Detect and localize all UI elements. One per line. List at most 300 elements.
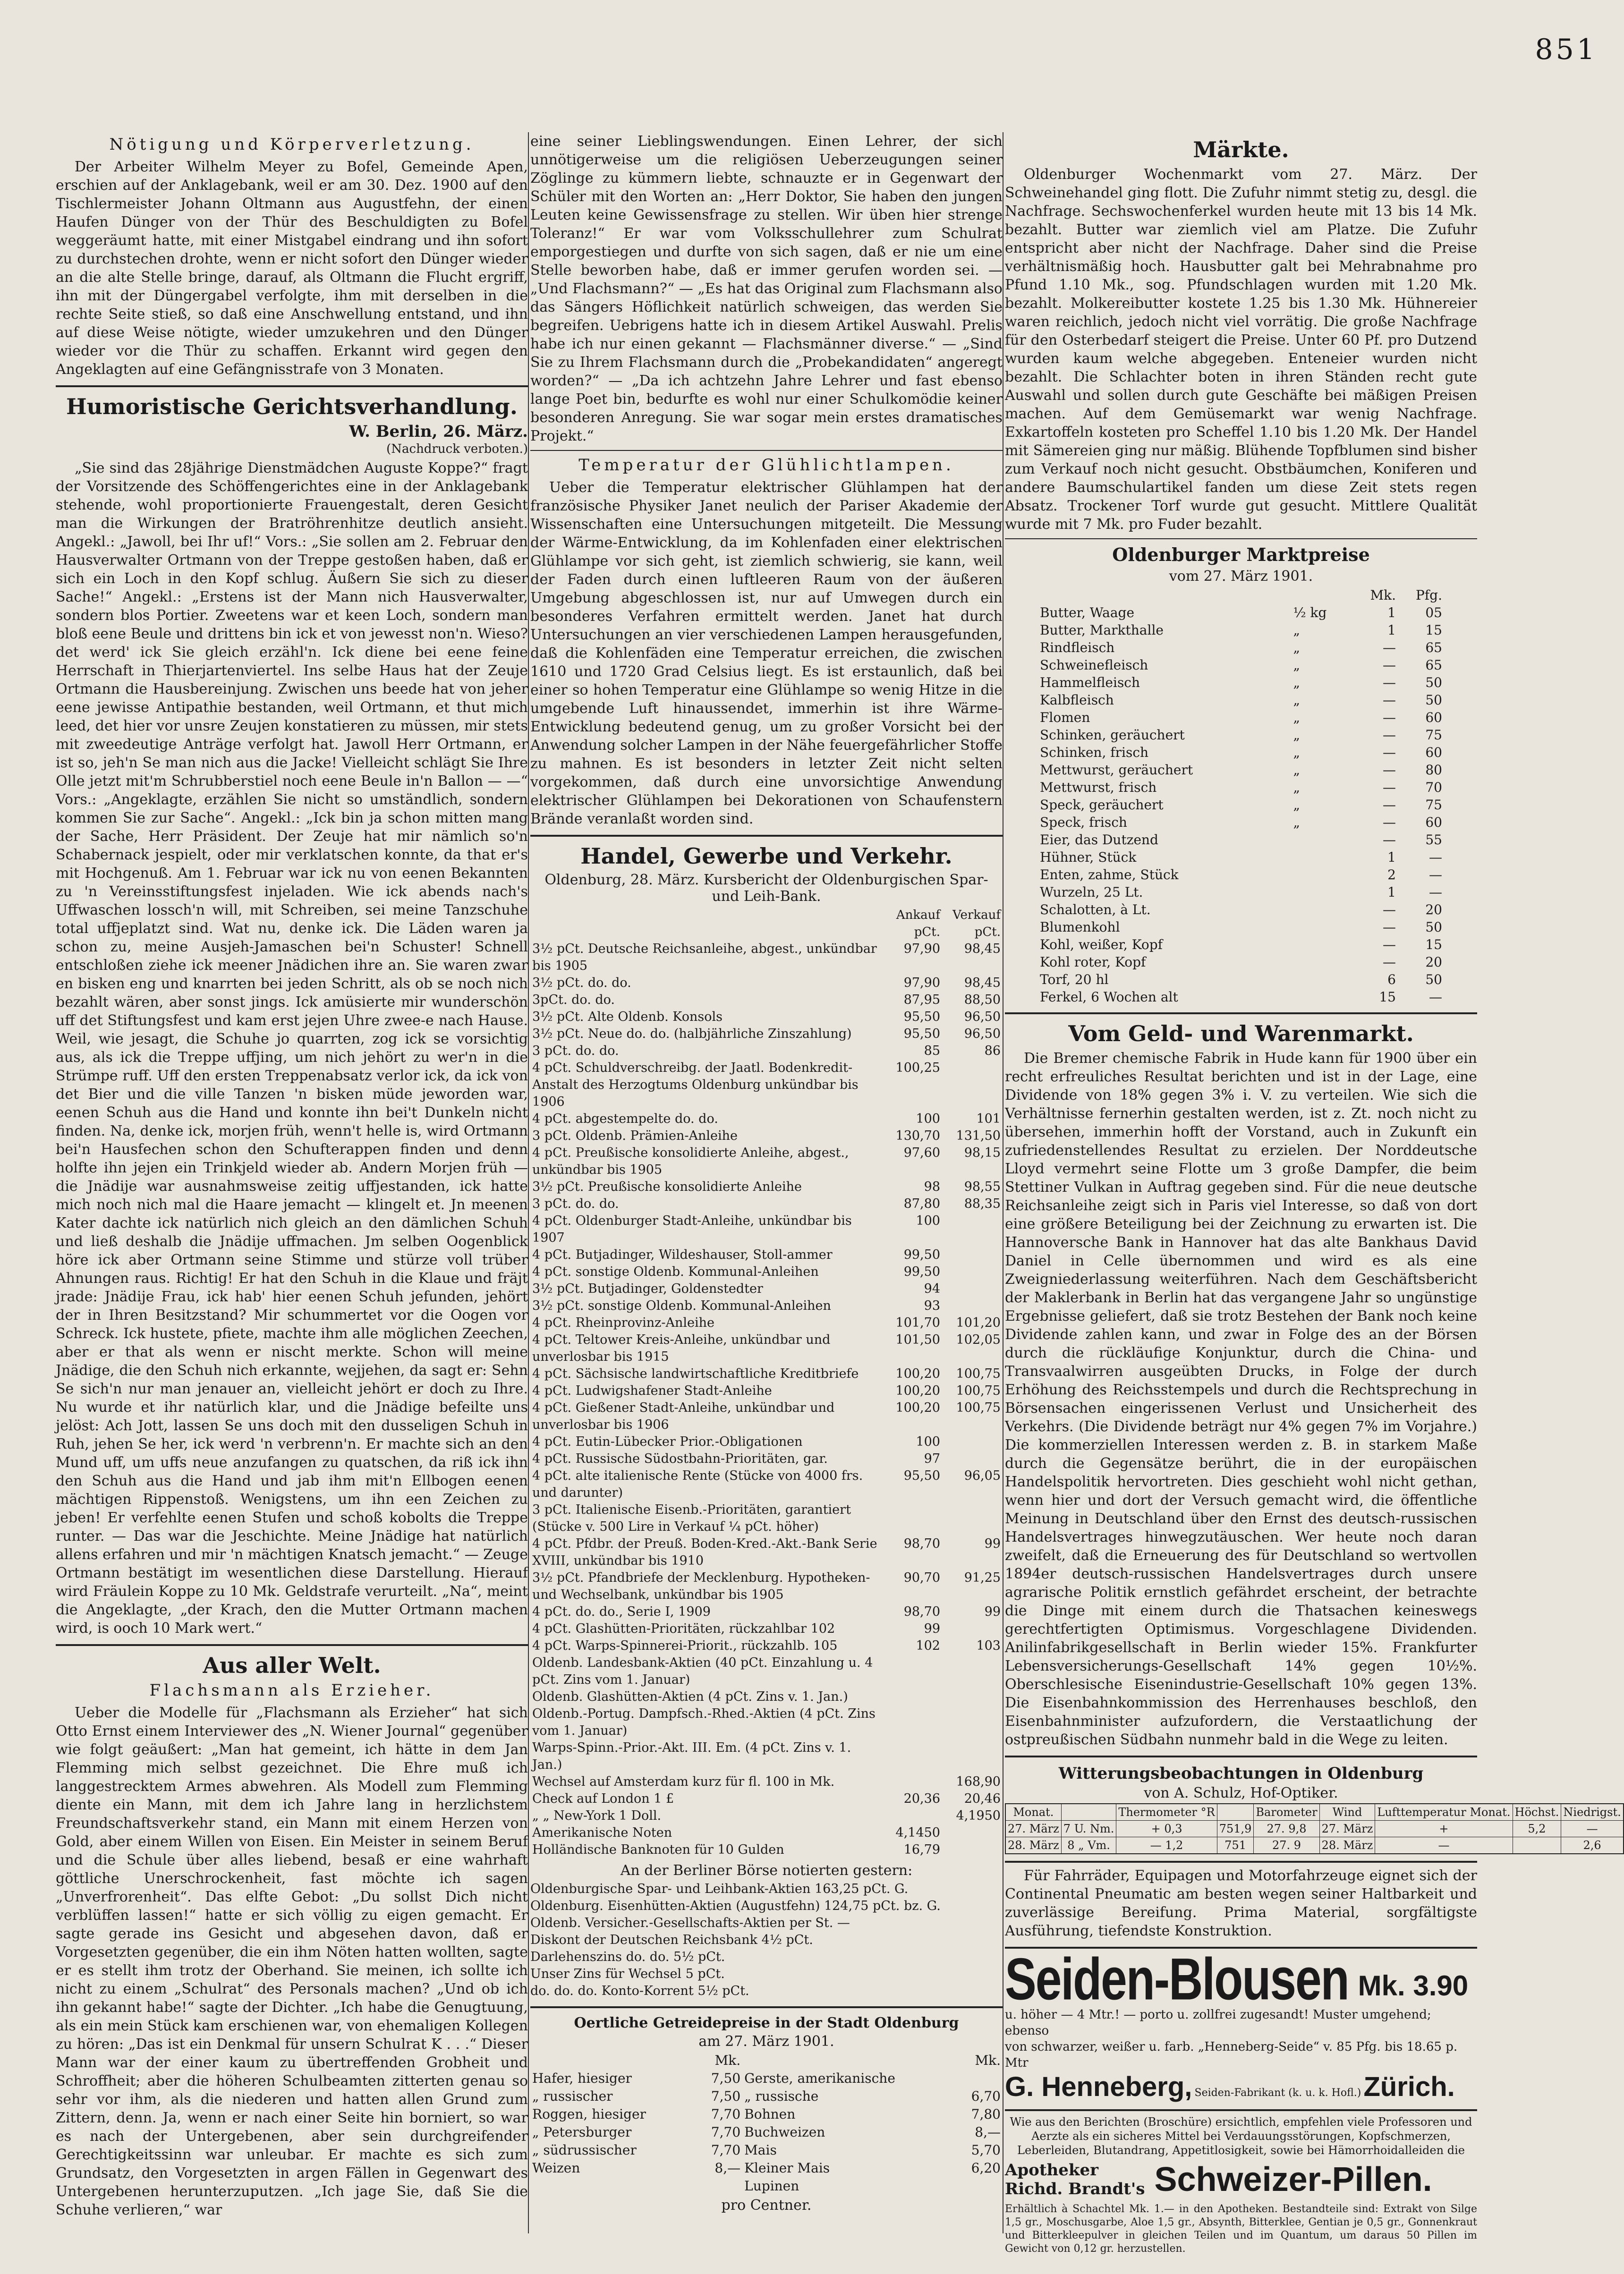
article-title: Humoristische Gerichtsverhandlung.	[66, 394, 518, 419]
table-row	[530, 1111, 1003, 1128]
sell-rate: 96,05	[964, 1468, 1001, 1483]
price-pfg: 75	[1425, 797, 1442, 813]
security-name: 4 pCt. Pfdbr. der Preuß. Boden-Kred.-Akt.-Bank Serie XVIII, unkündbar bis 1910	[532, 1536, 877, 1568]
grain-name: Kleiner Mais	[744, 2160, 830, 2176]
price-mk: —	[1383, 902, 1396, 917]
price-pfg: 15	[1425, 622, 1442, 638]
buy-rate: 87,80	[903, 1196, 940, 1211]
item-unit: „	[1293, 762, 1300, 778]
henneberg-ad	[1005, 1947, 1477, 2103]
header-cell	[1291, 586, 1352, 604]
buy-rate	[882, 1706, 942, 1739]
security-name: 4 pCt. Teltower Kreis-Anleihe, unkündbar und unverlosbar bis 1915	[532, 1332, 831, 1364]
security-name: 4 pCt. Rheinprovinz-Anleihe	[532, 1315, 715, 1330]
price-mk: 1	[1387, 605, 1396, 620]
sell-rate	[942, 1689, 1003, 1706]
item-name: Kohl roter, Kopf	[1040, 954, 1146, 970]
grain-price: 8,—	[714, 2160, 741, 2176]
divider	[530, 835, 1003, 837]
item-unit	[1291, 918, 1352, 936]
sell-rate: 99	[984, 1536, 1001, 1551]
table-row	[1038, 691, 1444, 709]
table-row	[1038, 639, 1444, 656]
price-mk: 1	[1387, 622, 1396, 638]
sell-rate	[942, 1213, 1003, 1247]
sell-rate: 20,46	[964, 1791, 1001, 1806]
security-name: 4 pCt. do. do., Serie I, 1909	[532, 1604, 711, 1619]
table-row	[530, 975, 1003, 992]
security-name: 3½ pCt. Preußische konsolidierte Anleihe	[532, 1179, 802, 1194]
sell-rate	[942, 1841, 1003, 1858]
weather-cell: 28. März	[1319, 1837, 1375, 1854]
item-unit: „	[1293, 797, 1300, 813]
security-name: Oldenb.-Portug. Dampfsch.-Rhed.-Aktien (4 pCt. Zins vom 1. Januar)	[532, 1706, 876, 1738]
buy-rate: 101,70	[895, 1315, 940, 1330]
item-unit	[1291, 883, 1352, 901]
item-unit: „	[1293, 815, 1300, 830]
buy-rate: 100,20	[895, 1366, 940, 1381]
grain-table	[530, 2052, 1003, 2195]
item-name: Schinken, geräuchert	[1040, 727, 1185, 743]
grain-name: Bohnen	[744, 2106, 796, 2122]
weather-table	[1005, 1803, 1624, 1854]
weather-cell: 27. März	[1319, 1821, 1375, 1837]
item-unit	[1291, 849, 1352, 866]
sell-rate: 101,20	[956, 1315, 1001, 1330]
sell-rate: 88,50	[964, 993, 1001, 1007]
buy-rate: 97,90	[903, 942, 940, 956]
continental-ad	[1005, 1861, 1477, 1940]
article-body: eine seiner Lieblingswendungen. Einen Lehrer, der sich unnötigerweise um die religiösen Ueberzeugungen seiner Zöglinge zu kümmern liebte, schnauzte er in Gegenwart der Schüler mit den Worten an: „Herr Doktor, Sie haben den jungen Leuten keine Gewissensfrage zu stellen. Wir üben hier strenge Toleranz!“ Er war vom Volksschullehrer zum Schulrat emporgestiegen und durfte von sich sagen, daß er nie um eine Stelle beworben habe, daß er immer gerufen worden sei. — „Und Flachsmann?“ — „Es hat das Original zum Flachsmann also das Sängers Höflichkeit natürlich schweigen, das werden Sie begreifen. Uebrigens hatte ich in diesem Artikel Auswahl. Prelis habe ich nur einen gekannt — Flachsmänner diverse.“ — „Sind Sie zu Ihrem Flachsmann durch die „Probekandidaten“ angeregt worden?“ — „Da ich achtzehn Jahre Lehrer und fast ebenso lange Poet bin, bedurfte es wohl nur einer Schulkomödie keiner besonderen Anregung. Sie war sogar mein erstes dramatisches Projekt.“	[530, 133, 1003, 444]
price-mk: —	[1383, 762, 1396, 778]
buy-rate: 90,70	[903, 1570, 940, 1585]
grain-price	[942, 2070, 1003, 2087]
column-middle	[530, 132, 1003, 2233]
grain-name: „ südrussischer	[532, 2142, 637, 2158]
buy-rate: 20,36	[903, 1791, 940, 1806]
item-name: Enten, zahme, Stück	[1040, 867, 1179, 882]
buy-rate: 94	[924, 1281, 940, 1296]
security-name: Amerikanische Noten	[532, 1825, 672, 1840]
table-row	[530, 1043, 1003, 1060]
divider	[56, 1644, 528, 1646]
grain-date: am 27. März 1901.	[698, 2033, 834, 2050]
item-unit	[1291, 971, 1352, 988]
sell-rate	[942, 1655, 1003, 1689]
security-name: 3½ pCt. do. do.	[532, 976, 631, 990]
divider	[530, 450, 1003, 451]
item-name: Speck, geräuchert	[1040, 797, 1164, 813]
ad-product: Schweizer-Pillen.	[1154, 2161, 1432, 2198]
table-row	[530, 1383, 1003, 1400]
sell-rate: 103	[976, 1638, 1001, 1653]
table-row	[530, 1621, 1003, 1638]
buy-rate: 85	[924, 1044, 940, 1058]
price-pfg: 65	[1425, 657, 1442, 673]
brandt-ad	[1005, 2109, 1477, 2256]
item-unit	[1291, 988, 1352, 1006]
security-name: 4 pCt. abgestempelte do. do.	[532, 1112, 718, 1126]
table-row	[530, 1434, 1003, 1451]
security-name: 3 pCt. Oldenb. Prämien-Anleihe	[532, 1129, 738, 1143]
price-pfg: 15	[1425, 937, 1442, 952]
header-cell: Ankauf	[896, 908, 940, 922]
grain-price: 7,80	[971, 2106, 1001, 2122]
buy-rate	[882, 1502, 942, 1536]
buy-rate: 16,79	[903, 1842, 940, 1857]
table-row	[530, 1604, 1003, 1621]
table-row	[530, 2105, 1003, 2123]
weather-cell: 27. März	[1005, 1821, 1061, 1837]
table-row	[530, 2141, 1003, 2159]
dateline: W. Berlin, 26. März.	[349, 422, 528, 441]
table-row	[530, 1128, 1003, 1145]
sell-rate	[942, 1264, 1003, 1281]
item-unit: „	[1293, 745, 1300, 760]
buy-rate: 98,70	[903, 1604, 940, 1619]
grain-name: „ russischer	[532, 2088, 613, 2104]
table-row	[530, 1179, 1003, 1196]
list-item: do. do. do. Konto-Korrent 5½ pCt.	[530, 1984, 749, 1998]
buy-rate: 97	[924, 1451, 940, 1466]
item-name: Flomen	[1040, 710, 1090, 725]
item-unit	[1291, 831, 1352, 849]
security-name: 3 pCt. do. do.	[532, 1196, 619, 1211]
security-name: 4 pCt. Oldenburger Stadt-Anleihe, unkündbar bis 1907	[532, 1213, 852, 1245]
berlin-list	[530, 1881, 1003, 2000]
weather-cell: 7 U. Nm.	[1061, 1821, 1116, 1837]
item-name: Schinken, frisch	[1040, 745, 1149, 760]
sell-rate: 99	[984, 1604, 1001, 1619]
sell-rate: 98,45	[964, 942, 1001, 956]
item-unit: „	[1293, 780, 1300, 795]
weather-cell: 28. März	[1005, 1837, 1061, 1854]
table-row	[530, 1706, 1003, 1739]
item-name: Butter, Waage	[1040, 605, 1135, 620]
sell-rate	[942, 1298, 1003, 1315]
buy-rate: 97,90	[903, 976, 940, 990]
header-cell	[530, 2052, 682, 2070]
table-row	[530, 1060, 1003, 1111]
item-unit	[1291, 936, 1352, 953]
section-title: Märkte.	[1193, 137, 1289, 162]
item-unit: „	[1293, 675, 1300, 690]
sell-rate: 98,45	[964, 976, 1001, 990]
sell-rate	[942, 1451, 1003, 1468]
bourse-table	[530, 907, 1003, 1858]
price-pfg: 20	[1425, 954, 1442, 970]
security-name: 4 pCt. Sächsische landwirtschaftliche Kreditbriefe	[532, 1366, 859, 1381]
table-row	[530, 992, 1003, 1009]
sell-rate: 86	[984, 1044, 1001, 1058]
security-name: 4 pCt. Eutin-Lübecker Prior.-Obligationen	[532, 1434, 803, 1449]
ad-city: Zürich.	[1363, 2071, 1455, 2102]
header-cell	[1061, 1804, 1116, 1821]
sell-rate: 101	[976, 1112, 1001, 1126]
price-mk: —	[1383, 710, 1396, 725]
sell-rate	[942, 1706, 1003, 1739]
ad-text: Wie aus den Berichten (Broschüre) ersichtlich, empfehlen viele Professoren und Aerzte als ein sicheres Mittel bei Verdauungsstörungen, Kopfschmerzen, Leberleiden, Blutandrang, Appetitlosigkeit, sowie bei Hämorrhoidalleiden die	[1010, 2115, 1472, 2157]
sell-rate: 88,35	[964, 1196, 1001, 1211]
table-row	[530, 1468, 1003, 1502]
buy-rate	[882, 1807, 942, 1824]
ad-brand: G. Henneberg,	[1005, 2071, 1192, 2102]
security-name: 4 pCt. Gießener Stadt-Anleihe, unkündbar und unverlosbar bis 1906	[532, 1400, 835, 1432]
sell-rate: 98,15	[964, 1145, 1001, 1160]
price-mk: —	[1383, 832, 1396, 848]
section-title: Aus aller Welt.	[203, 1653, 381, 1678]
article-title: Nötigung und Körperverletzung.	[109, 135, 475, 154]
column-right	[1005, 132, 1621, 2255]
price-mk: —	[1383, 675, 1396, 690]
grain-name: Lupinen	[744, 2178, 799, 2194]
buy-rate: 97,60	[903, 1145, 940, 1160]
price-pfg: 55	[1425, 832, 1442, 848]
weather-cell: 751,9	[1217, 1821, 1254, 1837]
buy-rate: 99,50	[903, 1247, 940, 1262]
security-name: 3½ pCt. Pfandbriefe der Mecklenburg. Hypotheken- und Wechselbank, unkündbar bis 1905	[532, 1570, 870, 1602]
table-row	[530, 1298, 1003, 1315]
buy-rate: 95,50	[903, 1027, 940, 1041]
price-pfg: 80	[1425, 762, 1442, 778]
security-name: Oldenb. Landesbank-Aktien (40 pCt. Einzahlung u. 4 pCt. Zins vom 1. Januar)	[532, 1655, 873, 1687]
list-item: Oldenburg. Eisenhütten-Aktien (Augustfehn) 124,75 pCt. bz. G.	[530, 1899, 941, 1913]
price-pfg: 50	[1425, 972, 1442, 987]
buy-rate: 100,20	[895, 1400, 940, 1415]
price-mk: —	[1383, 954, 1396, 970]
item-unit	[1291, 953, 1352, 971]
list-item: Diskont der Deutschen Reichsbank 4½ pCt.	[530, 1933, 813, 1947]
table-row	[1038, 918, 1444, 936]
grain-foot: pro Centner.	[721, 2197, 812, 2214]
weather-by: von A. Schulz, Hof-Optiker.	[1144, 1785, 1338, 1801]
list-item: Darlehenszins do. do. 5½ pCt.	[530, 1950, 725, 1964]
security-name: 3½ pCt. Deutsche Reichsanleihe, abgest., unkündbar bis 1905	[532, 942, 877, 973]
security-name: 4 pCt. alte italienische Rente (Stücke von 4000 frs. und darunter)	[532, 1468, 863, 1500]
security-name: 4 pCt. sonstige Oldenb. Kommunal-Anleihen	[532, 1264, 819, 1279]
ad-price: Mk. 3.90	[1358, 1970, 1469, 2002]
ad-text: Für Fahrräder, Equipagen und Motorfahrzeuge eignet sich der Continental Pneumatic am besten wegen seiner Haltbarkeit und zuverlässige Bereifung. Prima Material, sorgfältigste Ausführung, tiefendste Konstruktion.	[1005, 1867, 1477, 1939]
sell-rate: 100,75	[956, 1400, 1001, 1415]
table-row	[530, 941, 1003, 975]
price-mk: 1	[1387, 884, 1396, 900]
price-mk: 1	[1387, 849, 1396, 865]
table-row	[530, 1281, 1003, 1298]
price-pfg: 60	[1425, 745, 1442, 760]
divider	[1005, 1756, 1477, 1757]
security-name: 3½ pCt. Butjadinger, Goldenstedter	[532, 1281, 763, 1296]
table-row	[530, 1247, 1003, 1264]
buy-rate	[882, 1773, 942, 1790]
table-row	[1038, 796, 1444, 814]
table-row	[1038, 866, 1444, 883]
buy-rate	[882, 1739, 942, 1773]
grain-price: 7,70	[711, 2106, 741, 2122]
sell-rate: 100,75	[956, 1383, 1001, 1398]
weather-cell: 5,2	[1513, 1821, 1561, 1837]
buy-rate: 95,50	[903, 1010, 940, 1024]
price-mk: —	[1383, 657, 1396, 673]
grain-name: „ Petersburger	[532, 2124, 632, 2140]
table-row	[1038, 709, 1444, 726]
buy-rate: 87,95	[903, 993, 940, 1007]
item-unit: „	[1293, 692, 1300, 708]
buy-rate	[882, 1655, 942, 1689]
weather-cell: +	[1375, 1821, 1513, 1837]
table-row	[530, 1502, 1003, 1536]
price-mk: —	[1383, 919, 1396, 935]
sell-rate: 98,55	[964, 1179, 1001, 1194]
security-name: 4 pCt. Warps-Spinnerei-Priorit., rückzahlb. 105	[532, 1638, 838, 1653]
ad-apothecary-name: Richd. Brandt's	[1005, 2180, 1145, 2198]
grain-title: Oertliche Getreidepreise in der Stadt Oldenburg	[574, 2015, 959, 2031]
item-name: Schweinefleisch	[1040, 657, 1148, 673]
sell-rate: 4,1950	[956, 1808, 1001, 1823]
item-name: Mettwurst, geräuchert	[1040, 762, 1193, 778]
table-row	[530, 1009, 1003, 1026]
security-name: 4 pCt. Ludwigshafener Stadt-Anleihe	[532, 1383, 772, 1398]
column-left	[56, 132, 528, 2233]
sell-rate: 91,25	[964, 1570, 1001, 1585]
table-row	[1038, 761, 1444, 779]
item-name: Hühner, Stück	[1040, 849, 1137, 865]
table-row	[1038, 814, 1444, 831]
item-unit: „	[1293, 710, 1300, 725]
prices-date: vom 27. März 1901.	[1169, 568, 1313, 585]
table-row	[1005, 1837, 1624, 1854]
ad-brand-sub: Seiden-Fabrikant (k. u. k. Hofl.)	[1194, 2087, 1361, 2099]
table-header-row	[1038, 586, 1444, 604]
table-row	[530, 1400, 1003, 1434]
item-unit: „	[1293, 640, 1300, 655]
weather-cell: 2,6	[1561, 1837, 1624, 1854]
grain-name: Weizen	[532, 2160, 580, 2176]
grain-price	[942, 2177, 1003, 2195]
table-row	[1038, 883, 1444, 901]
item-name: Eier, das Dutzend	[1040, 832, 1158, 848]
article-body: Die Bremer chemische Fabrik in Hude kann für 1900 über ein recht erfreuliches Resultat berichten und ist in der Lage, eine Dividende von 18% gegen 3% i. V. zu verteilen. Wie sich die Verhältnisse fernerhin gestalten werden, ist z. Zt. noch nicht zu übersehen, immerhin hofft der Vorstand, auch in Zukunft ein zufriedenstellendes Resultat zu erzielen. Der Norddeutsche Lloyd vermehrt seine Flotte um 3 große Dampfer, die beim Stettiner Vulkan in Auftrag gegeben sind. Für die neue deutsche Reichsanleihe zeigt sich in Paris viel Interesse, so daß von dort eine größere Beteiligung bei der Zeichnung zu erwarten ist. Die Hannoversche Bank in Hannover hat das alte Bankhaus David Daniel in Celle übernommen und wird es als eine Zweigniederlassung weiterführen. Nach dem Geschäftsbericht der Maklerbank in Berlin hat das vergangene Jahr so ungünstige Ergebnisse geliefert, daß sie trotz Bestehen der Bank noch keine Dividende zahlen kann, und zwar in Folge des an der Börsen durch die rückläufige Konjunktur, durch die China- und Transvaalwirren ausgeübten Drucks, in Folge der durch Erhöhung des Reichsstempels und durch die Rechtsprechung in Börsensachen eingerissenen Verlust und Unsicherheit des Verkehrs. (Die Dividende beträgt nur 4% gegen 7% im Vorjahre.) Die kommerziellen Interessen werden z. B. in starkem Maße durch die Gegensätze berührt, die in der europäischen Handelspolitik hervortreten. Dies geschieht wohl nicht gethan, wenn hier und dort der Versuch gemacht wird, die öffentliche Meinung in Deutschland über den Ernst des deutsch-russischen Handelsvertrages hinwegzutäuschen. Wer heute noch daran zweifelt, daß die Erneuerung des für Deutschland so wertvollen 1894er deutsch-russischen Handelsvertrages durch unsere agrarische Politik ernstlich gefährdet erscheint, der betrachte die Dinge mit einem durch die Thatsachen keineswegs gerechtfertigten Optimismus. Vorgeschlagene Dividenden. Anilinfabrikgesellschaft in Berlin wieder 15%. Frankfurter Lebensversicherungs-Gesellschaft 14% gegen 10½%. Oberschlesische Eisenindustrie-Gesellschaft 10% gegen 13%. Die Eisenbahnkommission des Herrenhauses beschloß, den Eisenbahnminister aufzufordern, die Verstaatlichung der ostpreußischen Südbahn nunmehr bald in die Wege zu leiten.	[1005, 1050, 1477, 1748]
price-mk: 15	[1379, 989, 1396, 1005]
security-name: 3pCt. do. do.	[532, 993, 615, 1007]
table-row	[530, 1366, 1003, 1383]
table-row	[1005, 1821, 1624, 1837]
buy-rate	[882, 1689, 942, 1706]
reprint-note: (Nachdruck verboten.)	[386, 442, 528, 456]
price-pfg: —	[1429, 884, 1442, 900]
header-cell	[530, 907, 882, 924]
buy-rate: 98	[924, 1179, 940, 1194]
table-row	[530, 1790, 1003, 1807]
list-item: Oldenburgische Spar- und Leihbank-Aktien 163,25 pCt. G.	[530, 1882, 909, 1896]
sell-rate: 96,50	[964, 1010, 1001, 1024]
header-cell: pCt.	[974, 925, 1001, 939]
table-row	[1038, 901, 1444, 918]
price-mk: —	[1383, 692, 1396, 708]
ad-headline: Seiden-Blousen	[1005, 1946, 1349, 2012]
price-pfg: —	[1429, 867, 1442, 882]
berlin-heading: An der Berliner Börse notierten gestern:	[620, 1862, 913, 1879]
table-row	[530, 1824, 1003, 1841]
security-name: 3 pCt. Italienische Eisenb.-Prioritäten, garantiert (Stücke v. 500 Lire in Verkauf ¼ pCt. höher)	[532, 1502, 851, 1534]
table-row	[1038, 849, 1444, 866]
grain-price	[682, 2177, 742, 2195]
weather-title: Witterungsbeobachtungen in Oldenburg	[1058, 1764, 1424, 1783]
article-subtitle: Flachsmann als Erzieher.	[149, 1681, 434, 1700]
article-body: Ueber die Modelle für „Flachsmann als Erzieher“ hat sich Otto Ernst einem Interviewer des „N. Wiener Journal“ gegenüber wie folgt geäußert: „Man hat gemeint, ich hätte in dem Jan Flemming mich selbst gezeichnet. Die Ehre muß ich langgestrecktem Armes abwehren. Als Modell zum Flemming diente ein Mann, mit dem ich Jahre lang in herzlichstem Freundschaftsverkehr stand, ein Mann mit einem Herzen von Gold, aber einem Willen von Eisen. Ein Meister in seinem Beruf und die Schule über alles liebend, besaß er eine wahrhaft göttliche Unerschrockenheit, fast möchte ich sagen „Unverfrorenheit“. Das elfte Gebot: „Du sollst Dich nicht verblüffen lassen!“ hatte er sich völlig zu eigen gemacht. Er sagte gerade ins Gesicht und abgesehen davon, daß er Vorgesetzten gegenüber, die ein ihm Nöten hatten wollten, sagte er es stellt ihm trotz der Oberhand. Sie meinen, ich sollte ich nicht zu einem „Schulrat“ des Personals machen? „Und ob ich ihn gekannt habe!“ sagte der Dichter. „Ich habe die Genugtuung, als ein mein Stück kam erschienen war, von ehemaligen Kollegen zu hören: „Das ist ein Denkmal für unsern Schulrat K . . .“ Dieser Mann war der einer kaum zu übertreffenden Grobheit und Schroffheit; aber die höheren Schulbeamten zitterten genau so sehr vor ihm, als die niederen und hatten allen Grund zum Zittern, denn. Ja, wenn er nach einer Seite hin borniert, so war es nach der Untergebenen, aber sein durchgreifender Gerechtigkeitssinn war unleubar. Er machte es sich zum Grundsatz, den Vorgesetzten in argen Fällen in Gegenwart des Untergebenen herunterzuputzen. „Ich jage Sie, daß Sie die Schuhe verlieren,“ war	[56, 1705, 528, 2218]
header-cell: Mk.	[714, 2053, 741, 2068]
divider	[56, 385, 528, 387]
table-header-row	[530, 2052, 1003, 2070]
header-cell	[1217, 1804, 1254, 1821]
prices-title: Oldenburger Marktpreise	[1112, 544, 1370, 565]
table-row	[530, 1655, 1003, 1689]
price-pfg: 65	[1425, 640, 1442, 655]
item-name: Speck, frisch	[1040, 815, 1127, 830]
item-name: Blumenkohl	[1040, 919, 1120, 935]
item-unit	[1291, 866, 1352, 883]
ad-line: von schwarzer, weißer u. farb. „Henneberg-Seide“ v. 85 Pfg. bis 18.65 p. Mtr	[1005, 2040, 1458, 2070]
item-name: Butter, Markthalle	[1040, 622, 1164, 638]
header-cell	[530, 924, 882, 941]
table-row	[530, 2159, 1003, 2177]
sell-rate: 100,75	[956, 1366, 1001, 1381]
item-name: Kohl, weißer, Kopf	[1040, 937, 1163, 952]
table-row	[530, 1315, 1003, 1332]
table-row	[530, 1451, 1003, 1468]
price-mk: 6	[1387, 972, 1396, 987]
sell-rate	[942, 1247, 1003, 1264]
weather-cell: 751	[1217, 1837, 1254, 1854]
table-row	[530, 1841, 1003, 1858]
article-title: Temperatur der Glühlichtlampen.	[578, 456, 954, 475]
item-name: Ferkel, 6 Wochen alt	[1040, 989, 1178, 1005]
table-row	[1038, 621, 1444, 639]
price-mk: —	[1383, 797, 1396, 813]
header-cell: Lufttemperatur Monat.	[1375, 1804, 1513, 1821]
buy-rate: 100	[916, 1434, 940, 1449]
weather-cell: —	[1375, 1837, 1513, 1854]
header-cell: Mk.	[1370, 587, 1396, 603]
sell-rate: 131,50	[956, 1129, 1001, 1143]
buy-rate: 99	[924, 1621, 940, 1636]
grain-name: Gerste, amerikanische	[744, 2070, 895, 2086]
table-row	[530, 1807, 1003, 1824]
header-cell: Thermometer °R	[1116, 1804, 1217, 1821]
table-row	[530, 1213, 1003, 1247]
buy-rate: 93	[924, 1298, 940, 1313]
table-header-row	[1005, 1804, 1624, 1821]
grain-name: Roggen, hiesiger	[532, 2106, 646, 2122]
item-unit: ½ kg	[1293, 605, 1327, 620]
price-mk: —	[1383, 780, 1396, 795]
table-row	[1038, 744, 1444, 761]
sell-rate	[942, 1434, 1003, 1451]
item-unit: „	[1293, 622, 1300, 638]
header-cell: Niedrigst.	[1561, 1804, 1624, 1821]
grain-price: 5,70	[971, 2142, 1001, 2158]
price-pfg: —	[1429, 989, 1442, 1005]
price-mk: —	[1383, 727, 1396, 743]
weather-cell	[1513, 1837, 1561, 1854]
price-pfg: 50	[1425, 692, 1442, 708]
table-row	[530, 1264, 1003, 1281]
grain-price: 6,20	[971, 2160, 1001, 2176]
price-pfg: 75	[1425, 727, 1442, 743]
article-body: Oldenburger Wochenmarkt vom 27. März. Der Schweinehandel ging flott. Die Zufuhr nimmt stetig zu, desgl. die Nachfrage. Sechswochenferkel wurden heute mit 13 bis 14 Mk. bezahlt. Butter war ziemlich viel am Platze. Die Zufuhr entspricht aber nicht der Nachfrage. Daher sind die Preise verhältnismäßig hoch. Hausbutter galt bei Mehrabnahme pro Pfund 1.10 Mk., sog. Pfundschlagen wurden mit 1.20 Mk. bezahlt. Molkereibutter kostete 1.25 bis 1.30 Mk. Hühnereier waren reichlich, jedoch nicht viel vorrätig. Die große Nachfrage für den Osterbedarf steigert die Preise. Unter 60 Pf. pro Dutzend wurden kaum welche abgegeben. Enteneier wurden nicht bezahlt. Die Schlachter boten in ihren Ständen recht gute Auswahl und sollen durch gute Geschäfte bei mäßigen Preisen machen. Auf dem Gemüsemarkt war wenig Nachfrage. Exkartoffeln kosteten pro Scheffel 1.10 bis 1.20 Mk. Der Handel mit Sämereien ging nur mäßig. Blühende Topfblumen sind bisher zum Verkauf noch nicht gesucht. Obstbäumchen, Koniferen und andere Baumschulartikel fanden um diese Zeit stets regen Absatz. Trockener Torf wurde gut gesucht. Mittlere Qualität wurde mit 7 Mk. pro Fuder bezahlt.	[1005, 166, 1477, 533]
table-row	[1038, 726, 1444, 744]
table-row	[1038, 674, 1444, 691]
item-name: Hammelfleisch	[1040, 675, 1140, 690]
